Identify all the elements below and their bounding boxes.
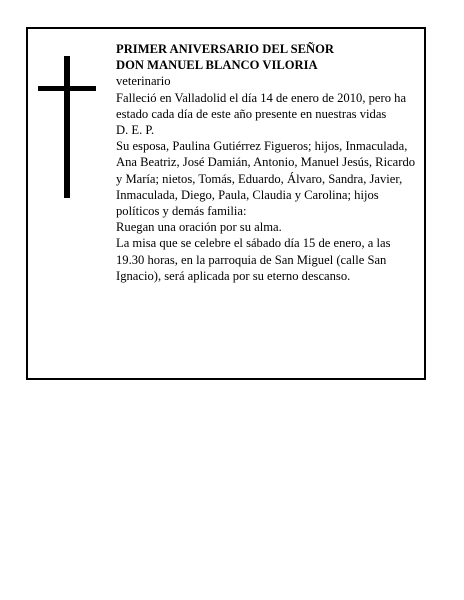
notice-title-line-2: DON MANUEL BLANCO VILORIA [116,58,318,73]
profession: veterinario [116,74,171,89]
obituary-notice [26,27,426,380]
death-paragraph: Falleció en Valladolid el día 14 de enero de 2010, pero ha estado cada día de este año presente en nuestras vidas [116,90,407,121]
notice-text [116,41,421,284]
cross-horizontal-bar [38,86,96,91]
prayer-line: Ruegan una oración por su alma. [116,220,282,235]
mass-paragraph: La misa que se celebre el sábado día 15 de enero, a las 19.30 horas, en la parroquia de San Miguel (calle San Ignacio), será aplicada por su eterno descanso. [116,236,391,283]
notice-title-line-1: PRIMER ANIVERSARIO DEL SEÑOR [116,42,334,56]
cross-icon [38,56,98,198]
cross-vertical-bar [64,56,70,198]
dep-line: D. E. P. [116,123,155,138]
family-paragraph: Su esposa, Paulina Gutiérrez Figueros; hijos, Inmaculada, Ana Beatriz, José Damián, Antonio, Manuel Jesús, Ricardo y María; nietos, Tomás, Eduardo, Álvaro, Sandra, Javier, Inmaculada, Diego, Paula, Claudia y Carolina; hijos políticos y demás familia: [116,139,416,219]
